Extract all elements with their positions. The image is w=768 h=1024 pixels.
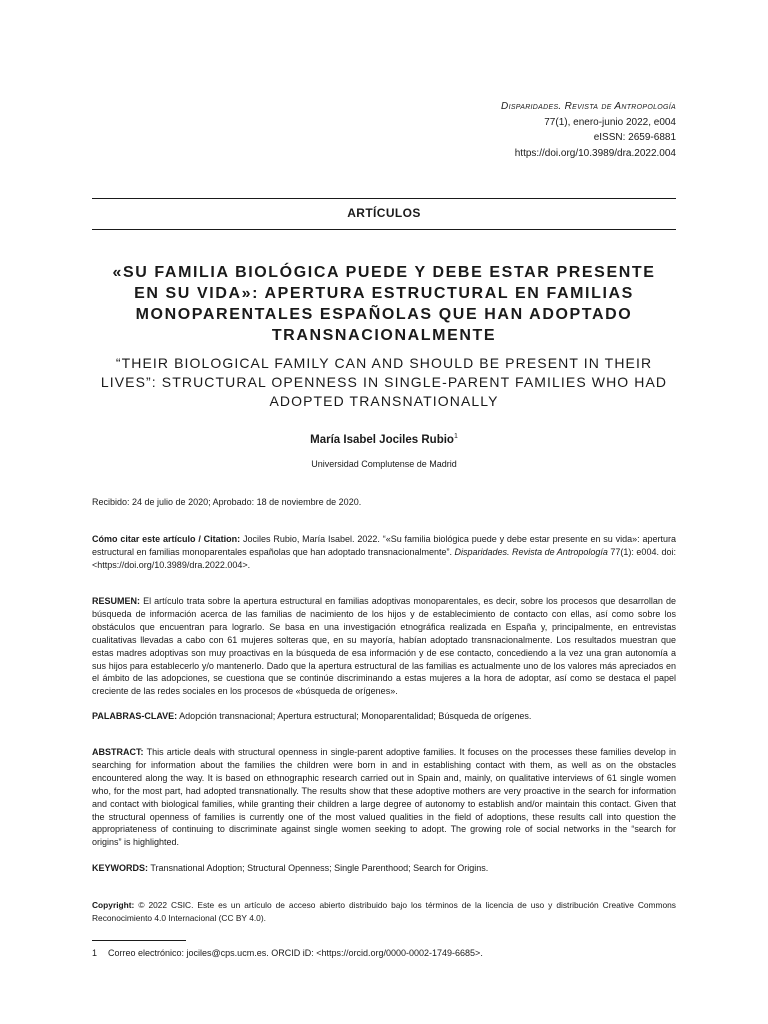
copyright-text: © 2022 CSIC. Este es un artículo de acceso abierto distribuido bajo los términos de la licencia de uso y distribución Creative Commons Reconocimiento 4.0 Internacional (CC BY 4.0).	[92, 900, 676, 923]
section-top-rule	[92, 198, 676, 199]
resumen-text: El artículo trata sobre la apertura estructural en familias adoptivas monoparentales, es decir, sobre los procesos que desarrollan de búsqueda de información acerca de las familias de nacimiento de los hijos y de establecimiento de contacto con ellas, así como sobre los obstáculos que encuentran para lograrlo. Se basa en una investigación etnográfica realizada en España y, principalmente, en entrevistas cualitativas llevadas a cabo con 61 mujeres solteras que, en su mayoría, habían adoptado transnacionalmente. Los resultados muestran que estas madres adoptivas son muy proactivas en la búsqueda de esa información y de ese contacto, concediendo a la vez una gran autonomía a sus hijos para establecerlo y/o mantenerlo. Dado que la apertura estructural de las familias es actualmente uno de los valores más apreciados en el ámbito de las adopciones, se cuestiona que se continúe discriminando a estas mujeres a la hora de adoptar, así como se destaca el papel creciente de las redes sociales en los procesos de «búsqueda de orígenes».	[92, 596, 676, 697]
author-affiliation: Universidad Complutense de Madrid	[311, 459, 457, 469]
citation-block	[92, 533, 676, 572]
citation-journal: Disparidades. Revista de Antropología	[454, 546, 608, 557]
footnote-rule	[92, 940, 186, 941]
journal-eissn: eISSN: 2659-6881	[593, 132, 676, 143]
resumen-label: RESUMEN:	[92, 596, 141, 606]
abstract-label: ABSTRACT:	[92, 747, 144, 757]
article-title-english: “THEIR BIOLOGICAL FAMILY CAN AND SHOULD BE PRESENT IN THEIR LIVES”: STRUCTURAL OPENNESS IN SINGLE-PARENT FAMILIES WHO HAD ADOPTED TRANSNATIONALLY	[100, 355, 668, 409]
citation-doi[interactable]: 77(1): e004. doi: <https://doi.org/10.3989/dra.2022.004>.	[92, 546, 676, 570]
section-bottom-rule	[92, 229, 676, 230]
footnote	[92, 948, 676, 958]
author-line	[92, 433, 676, 446]
resumen-block	[92, 595, 676, 698]
palabras-clave-block	[92, 710, 676, 723]
article-title-spanish: «SU FAMILIA BIOLÓGICA PUEDE Y DEBE ESTAR PRESENTE EN SU VIDA»: APERTURA ESTRUCTURAL EN FAMILIAS MONOPARENTALES ESPAÑOLAS QUE HAN ADOPTADO TRANSNACIONALMENTE	[112, 264, 656, 344]
footnote-text: Correo electrónico: jociles@cps.ucm.es. ORCID iD: <https://orcid.org/0000-0002-1749-6685>.	[108, 948, 483, 958]
abstract-block	[92, 746, 676, 849]
journal-title: Disparidades. Revista de Antropología	[501, 101, 676, 112]
author-footnote-mark[interactable]: 1	[453, 433, 458, 440]
author-name: María Isabel Jociles Rubio	[310, 433, 454, 446]
footnote-number: 1	[92, 948, 98, 958]
journal-issue: 77(1), enero-junio 2022, e004	[544, 116, 676, 128]
copyright-block	[92, 899, 676, 925]
palabras-clave-text: Adopción transnacional; Apertura estructural; Monoparentalidad; Búsqueda de orígenes.	[177, 711, 532, 721]
journal-header	[501, 99, 676, 161]
keywords-block	[92, 862, 676, 875]
palabras-clave-label: PALABRAS-CLAVE:	[92, 711, 178, 721]
keywords-label: KEYWORDS:	[92, 863, 148, 873]
abstract-text: This article deals with structural openness in single-parent adoptive families. It focuses on the processes these families develop in searching for information about the families the children were born in and in establishing contact with them, as well as on the obstacles encountered along the way. It is based on ethnographic research carried out in Spain and, mainly, on qualitative interviews of 61 single women who, for the most part, had adopted transnationally. The results show that these adoptive mothers are very proactive in the search for information and contact with biological families, while granting their children a large degree of autonomy to establish and/or maintain this contact. Given that the structural openness of families is currently one of the most valued qualities in the field of adoptions, these results call into question the appropriateness of continuing to discriminate against single women seeking to adopt. The growing role of social networks in the “search for origins” is highlighted.	[92, 747, 676, 848]
citation-text: Jociles Rubio, María Isabel. 2022. “«Su familia biológica puede y debe estar presente en su vida»: apertura estructural en familias monoparentales españolas que han adoptado transnacionalmente”.	[92, 534, 676, 557]
copyright-label: Copyright:	[92, 900, 135, 910]
keywords-text: Transnational Adoption; Structural Openness; Single Parenthood; Search for Origins.	[148, 863, 489, 873]
section-label: ARTÍCULOS	[347, 206, 421, 220]
citation-label: Cómo citar este artículo / Citation:	[92, 534, 241, 544]
journal-doi-link[interactable]: https://doi.org/10.3989/dra.2022.004	[514, 147, 676, 159]
received-dates: Recibido: 24 de julio de 2020; Aprobado: 18 de noviembre de 2020.	[92, 497, 362, 507]
